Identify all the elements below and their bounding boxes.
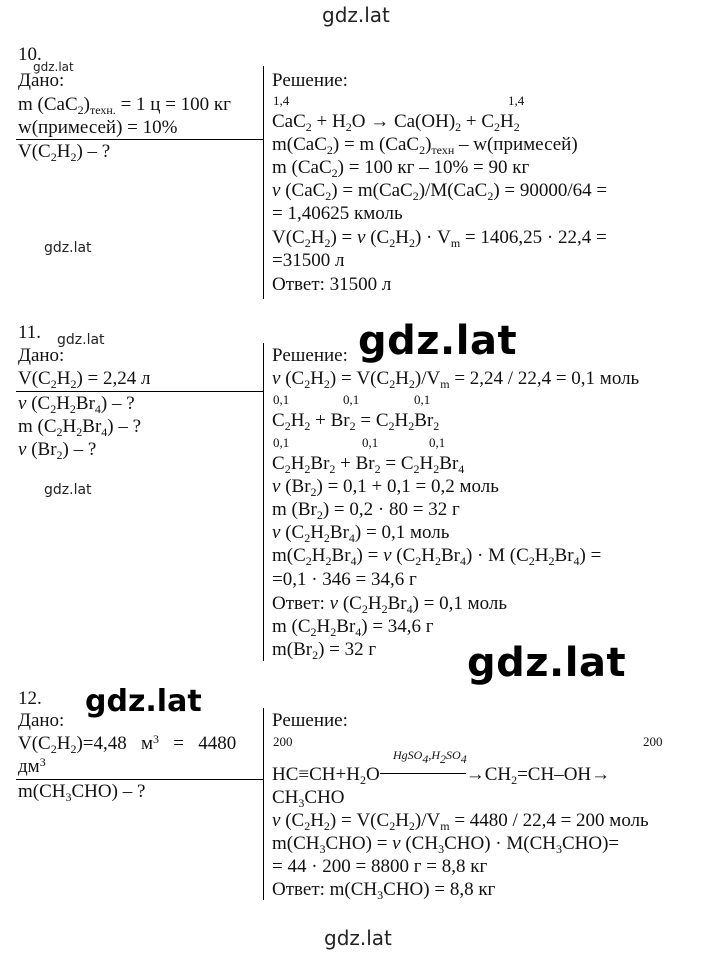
watermark-small: gdz.lat xyxy=(57,332,105,348)
coefficient: 0,1 xyxy=(362,435,379,450)
solution-title: Решение: xyxy=(272,70,348,91)
answer-line: Ответ: ν $(C_2H_2Br_4) = 0,1$ моль xyxy=(272,593,508,616)
solution-line: m $(Br_2) = 0,2 \cdot 80 = 32$ г xyxy=(272,499,460,522)
solution-title: Решение: xyxy=(272,710,348,731)
given-line: w(примесей) = 10% xyxy=(18,117,178,138)
answer-line: Ответ: 31500 л xyxy=(272,274,392,295)
divider xyxy=(263,708,264,900)
watermark-large: gdz.lat xyxy=(358,318,518,364)
solution-line: m(CaC$_2$) = m $(CaC_2)_{техн}$ – w(примесей) xyxy=(272,134,578,157)
solution-line: ν $(C_2H_2) = V(C_2H_2)/V_m = 4480 / 22,4 = 200$ моль xyxy=(272,810,649,833)
problem-number: 12. xyxy=(18,688,42,709)
divider xyxy=(263,66,264,299)
solution-line: m (CaC$_2$) = 100 кг – 10% = 90 кг xyxy=(272,157,530,180)
solution-line: = 1,40625 кмоль xyxy=(272,203,403,224)
coefficient: 200 xyxy=(273,734,293,749)
problem-number: 10. xyxy=(18,44,42,65)
divider xyxy=(16,139,264,140)
watermark-top: gdz.lat xyxy=(322,3,390,27)
watermark-large: gdz.lat xyxy=(467,640,627,686)
equation: $C_2H_2 + Br_2 = C_2H_2Br_2$ xyxy=(272,410,440,433)
answer-line: m $(C_2H_2Br_4) = 34,6$ г xyxy=(272,616,434,639)
given-line: $дм^3$ xyxy=(18,755,46,777)
solution-line: $m(C_2H_2Br_4) = \nu$ $(C_2H_2Br_4) \cdot M$ $(C_2H_2Br_4)$ = xyxy=(272,545,602,568)
solution-line: ν $(C_2H_2Br_4) = 0,1$ моль xyxy=(272,522,450,545)
solution-line: = 44 · 200 = 8800 г = 8,8 кг xyxy=(272,856,488,877)
coefficient: 200 xyxy=(643,734,663,749)
solution-line: $V(C_2H_2) = \nu$ $(C_2H_2) \cdot V_m = 1406,25 \cdot 22,4$ = xyxy=(272,227,607,250)
watermark-small: gdz.lat xyxy=(33,60,74,74)
coefficient: 0,1 xyxy=(414,392,431,407)
equation: $HC\equiv CH+H_2O \to CH_2=CH-OH\to$ xyxy=(272,764,611,787)
find-line: m $(C_2H_2Br_4)$ – ? xyxy=(18,416,142,439)
coefficient: 0,1 xyxy=(273,435,290,450)
coefficient: 0,1 xyxy=(273,392,290,407)
find-line: ν $(C_2H_2Br_4)$ – ? xyxy=(18,393,135,416)
solution-line: ν $(C_2H_2) = V(C_2H_2)/V_m = 2,24 / 22,4 = 0,1$ моль xyxy=(272,368,640,391)
solution-line: =31500 л xyxy=(272,250,345,271)
watermark-medium: gdz.lat xyxy=(85,684,202,719)
equation: $CH_3CHO$ xyxy=(272,787,345,810)
equation: $CaC_2 + H_2O \to Ca(OH)_2 + C_2H_2$ xyxy=(272,111,520,134)
equation: $C_2H_2Br_2 + Br_2 = C_2H_2Br_4$ xyxy=(272,453,465,476)
coefficient: 0,1 xyxy=(343,392,360,407)
watermark-small: gdz.lat xyxy=(44,482,92,498)
divider xyxy=(263,343,264,661)
answer-line: Ответ: $m(CH_3CHO) = 8,8$ кг xyxy=(272,879,496,902)
watermark-small: gdz.lat xyxy=(44,240,92,256)
solution-line: ν (CaC$_2$) = m(CaC$_2$)/M(CaC$_2$) = 90000/64 = xyxy=(272,180,608,203)
given-line: m $(CaC_2)_{техн.} = 1$ ц = 100 кг xyxy=(18,94,231,117)
solution-title: Решение: xyxy=(272,345,348,366)
find-line: ν $(Br_2)$ – ? xyxy=(18,439,97,462)
catalyst-label: $HgSO_4,H_2SO_4$ xyxy=(393,748,467,766)
given-title: Дано: xyxy=(18,70,65,91)
divider xyxy=(16,391,264,392)
coefficient: 1,4 xyxy=(273,93,290,108)
divider xyxy=(16,779,264,780)
given-title: Дано: xyxy=(18,710,65,731)
watermark-bottom: gdz.lat xyxy=(324,926,392,950)
coefficient: 1,4 xyxy=(508,93,525,108)
find-line: $V(C_2H_2)$ – ? xyxy=(18,141,111,164)
answer-line: $m(Br_2) = 32$ г xyxy=(272,639,377,662)
problem-number: 11. xyxy=(18,322,42,343)
coefficient: 0,1 xyxy=(429,435,446,450)
given-line: $V(C_2H_2)=4,48$ $м^3 = 4480$ xyxy=(18,732,237,756)
given-line: $V(C_2H_2) = 2,24$ л xyxy=(18,368,151,391)
solution-line: ν $(Br_2) = 0,1 + 0,1 = 0,2$ моль xyxy=(272,476,499,499)
given-title: Дано: xyxy=(18,345,65,366)
solution-line: =0,1 · 346 = 34,6 г xyxy=(272,569,417,590)
find-line: $m(CH_3CHO)$ – ? xyxy=(18,781,146,804)
solution-line: $m(CH_3CHO) = \nu$ $(CH_3CHO) \cdot M(CH_3CHO)=$ xyxy=(272,833,620,856)
